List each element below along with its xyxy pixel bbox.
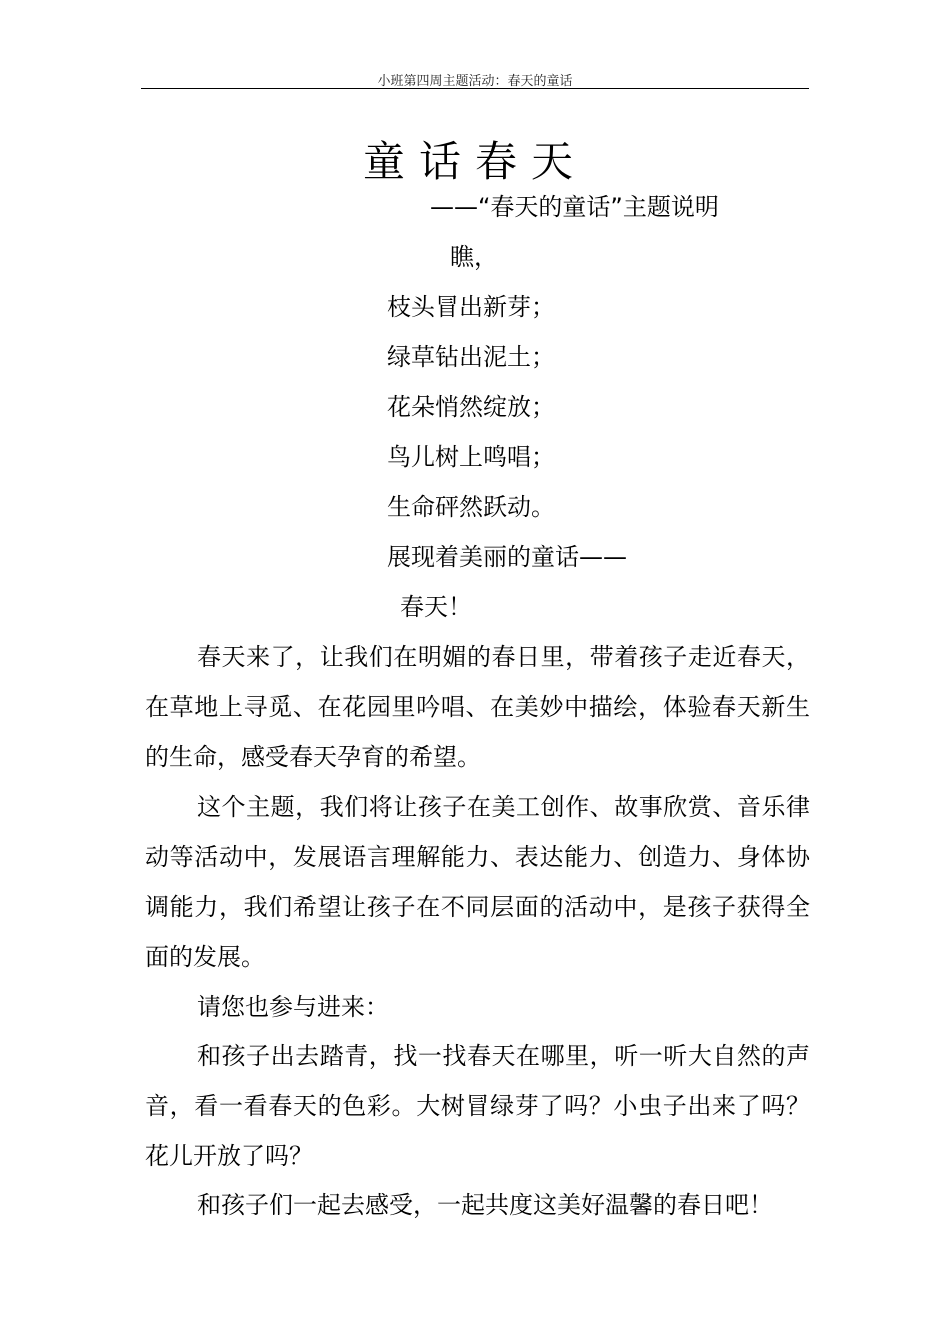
body-paragraph: 春天来了，让我们在明媚的春日里，带着孩子走近春天，在草地上寻觅、在花园里吟唱、在美妙中描绘，体验春天新生的生命，感受春天孕育的希望。 [145,643,810,771]
poem-line: 绿草钻出泥土； [387,343,555,371]
poem-line: 枝头冒出新芽； [387,293,555,321]
poem-line: 展现着美丽的童话—— [387,543,627,571]
body-paragraph: 和孩子出去踏青，找一找春天在哪里，听一听大自然的声音，看一看春天的色彩。大树冒绿芽了吗？小虫子出来了吗？花儿开放了吗？ [145,1042,810,1170]
poem-line: 春天！ [400,593,472,621]
body-paragraph: 这个主题，我们将让孩子在美工创作、故事欣赏、音乐律动等活动中，发展语言理解能力、表达能力、创造力、身体协调能力，我们希望让孩子在不同层面的活动中，是孩子获得全面的发展。 [145,793,810,971]
poem-line: 生命砰然跃动。 [387,493,555,521]
document-subtitle: ——“春天的童话”主题说明 [430,193,719,221]
body-paragraph: 请您也参与进来： [197,993,389,1021]
page-header: 小班第四周主题活动：春天的童话 [377,74,573,89]
poem-line: 瞧， [450,243,498,271]
document-title: 童话春天 [362,137,587,187]
header-rule [141,88,809,89]
poem-line: 花朵悄然绽放； [387,393,555,421]
poem-line: 鸟儿树上鸣唱； [387,443,555,471]
body-paragraph: 和孩子们一起去感受，一起共度这美好温馨的春日吧！ [197,1191,773,1219]
